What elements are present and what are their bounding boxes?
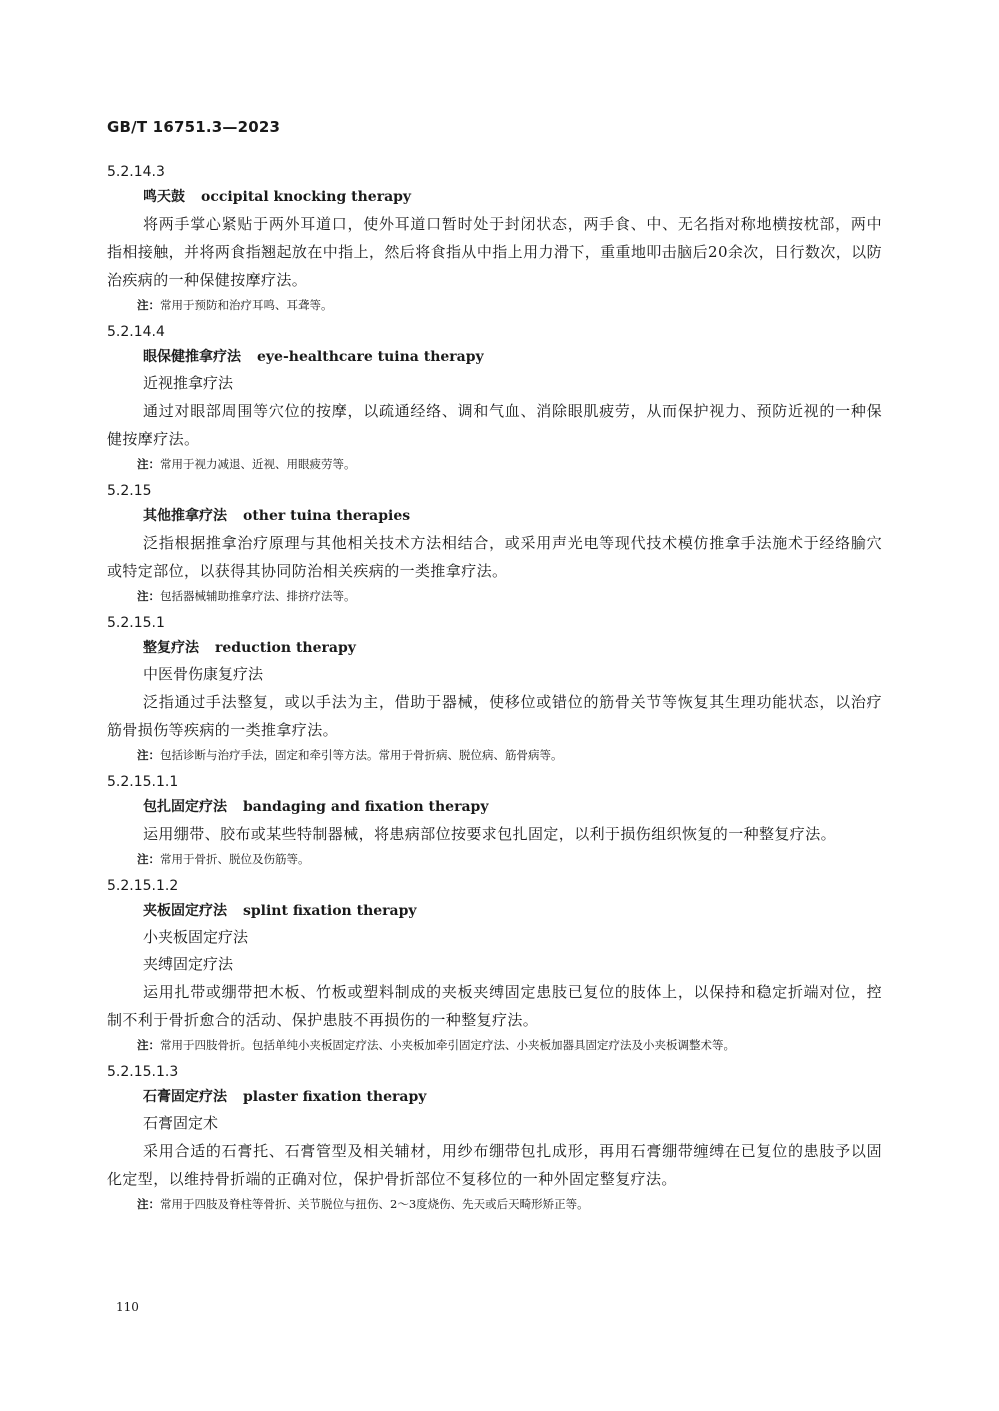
term-entry	[107, 477, 882, 606]
term-heading	[143, 1084, 882, 1110]
term-heading	[143, 184, 882, 210]
term-definition: 运用扎带或绷带把木板、竹板或塑料制成的夹板夹缚固定患肢已复位的肢体上，以保持和稳定折端对位，控制不利于骨折愈合的活动、保护患肢不再损伤的一种整复疗法。	[107, 983, 882, 1029]
term-definition: 运用绷带、胶布或某些特制器械，将患病部位按要求包扎固定，以利于损伤组织恢复的一种整复疗法。	[143, 825, 837, 843]
term-chinese: 整复疗法	[143, 640, 199, 656]
term-definition: 通过对眼部周围等穴位的按摩，以疏通经络、调和气血、消除眼肌疲劳，从而保护视力、预防近视的一种保健按摩疗法。	[107, 402, 882, 448]
term-chinese: 包扎固定疗法	[143, 799, 227, 815]
term-synonym: 夹缚固定疗法	[143, 955, 234, 973]
term-note	[137, 1036, 882, 1055]
term-synonym: 小夹板固定疗法	[143, 928, 249, 946]
note-text: 常用于四肢骨折。包括单纯小夹板固定疗法、小夹板加牵引固定疗法、小夹板加器具固定疗法及小夹板调整术等。	[160, 1038, 735, 1052]
term-definition: 将两手掌心紧贴于两外耳道口，使外耳道口暂时处于封闭状态，两手食、中、无名指对称地横按枕部，两中指相接触，并将两食指翘起放在中指上，然后将食指从中指上用力滑下，重重地叩击脑后20余次，日行数次，以防治疾病的一种保健按摩疗法。	[107, 215, 882, 289]
term-english: occipital knocking therapy	[201, 189, 412, 205]
note-text: 常用于四肢及脊柱等骨折、关节脱位与扭伤、2～3度烧伤、先天或后天畸形矫正等。	[160, 1197, 589, 1211]
note-label: 注：	[137, 298, 160, 312]
term-definition: 泛指通过手法整复，或以手法为主，借助于器械，使移位或错位的筋骨关节等恢复其生理功能状态，以治疗筋骨损伤等疾病的一类推拿疗法。	[107, 693, 882, 739]
page-number: 110	[116, 1300, 139, 1314]
term-english: other tuina therapies	[243, 508, 411, 524]
term-note	[137, 850, 882, 869]
clause-number: 5.2.15.1	[107, 615, 165, 631]
term-english: eye-healthcare tuina therapy	[257, 349, 484, 365]
note-label: 注：	[137, 1038, 160, 1052]
term-english: reduction therapy	[215, 640, 356, 656]
term-synonym: 中医骨伤康复疗法	[143, 665, 264, 683]
clause-number: 5.2.15.1.3	[107, 1064, 179, 1080]
note-text: 包括诊断与治疗手法，固定和牵引等方法。常用于骨折病、脱位病、筋骨病等。	[160, 748, 563, 762]
term-heading	[143, 344, 882, 370]
term-heading	[143, 635, 882, 661]
term-english: plaster fixation therapy	[243, 1089, 427, 1105]
standard-number-header: GB/T 16751.3—2023	[107, 118, 281, 136]
term-entry	[107, 318, 882, 474]
term-english: bandaging and fixation therapy	[243, 799, 489, 815]
document-body	[107, 158, 882, 1217]
term-entry	[107, 768, 882, 869]
term-heading	[143, 898, 882, 924]
term-note	[137, 746, 882, 765]
term-entry	[107, 872, 882, 1055]
note-text: 包括器械辅助推拿疗法、排挤疗法等。	[160, 589, 356, 603]
note-text: 常用于骨折、脱位及伤筋等。	[160, 852, 310, 866]
term-chinese: 眼保健推拿疗法	[143, 349, 241, 365]
term-synonym: 近视推拿疗法	[143, 374, 234, 392]
term-note	[137, 1195, 882, 1214]
term-note	[137, 587, 882, 606]
clause-number: 5.2.14.3	[107, 164, 165, 180]
clause-number: 5.2.15.1.2	[107, 878, 179, 894]
note-label: 注：	[137, 1197, 160, 1211]
clause-number: 5.2.14.4	[107, 324, 165, 340]
note-text: 常用于视力减退、近视、用眼疲劳等。	[160, 457, 356, 471]
term-chinese: 其他推拿疗法	[143, 508, 227, 524]
term-note	[137, 455, 882, 474]
term-chinese: 鸣天鼓	[143, 189, 185, 205]
term-definition: 泛指根据推拿治疗原理与其他相关技术方法相结合，或采用声光电等现代技术模仿推拿手法施术于经络腧穴或特定部位，以获得其协同防治相关疾病的一类推拿疗法。	[107, 534, 882, 580]
term-entry	[107, 158, 882, 315]
note-text: 常用于预防和治疗耳鸣、耳聋等。	[160, 298, 333, 312]
term-heading	[143, 503, 882, 529]
clause-number: 5.2.15.1.1	[107, 774, 179, 790]
term-entry	[107, 609, 882, 765]
clause-number: 5.2.15	[107, 483, 152, 499]
term-chinese: 石膏固定疗法	[143, 1089, 227, 1105]
term-chinese: 夹板固定疗法	[143, 903, 227, 919]
note-label: 注：	[137, 589, 160, 603]
term-definition: 采用合适的石膏托、石膏管型及相关辅材，用纱布绷带包扎成形，再用石膏绷带缠缚在已复位的患肢予以固化定型，以维持骨折端的正确对位，保护骨折部位不复移位的一种外固定整复疗法。	[107, 1142, 882, 1188]
term-note	[137, 296, 882, 315]
term-heading	[143, 794, 882, 820]
term-entry	[107, 1058, 882, 1214]
term-synonym: 石膏固定术	[143, 1114, 219, 1132]
note-label: 注：	[137, 457, 160, 471]
term-english: splint fixation therapy	[243, 903, 417, 919]
note-label: 注：	[137, 852, 160, 866]
note-label: 注：	[137, 748, 160, 762]
